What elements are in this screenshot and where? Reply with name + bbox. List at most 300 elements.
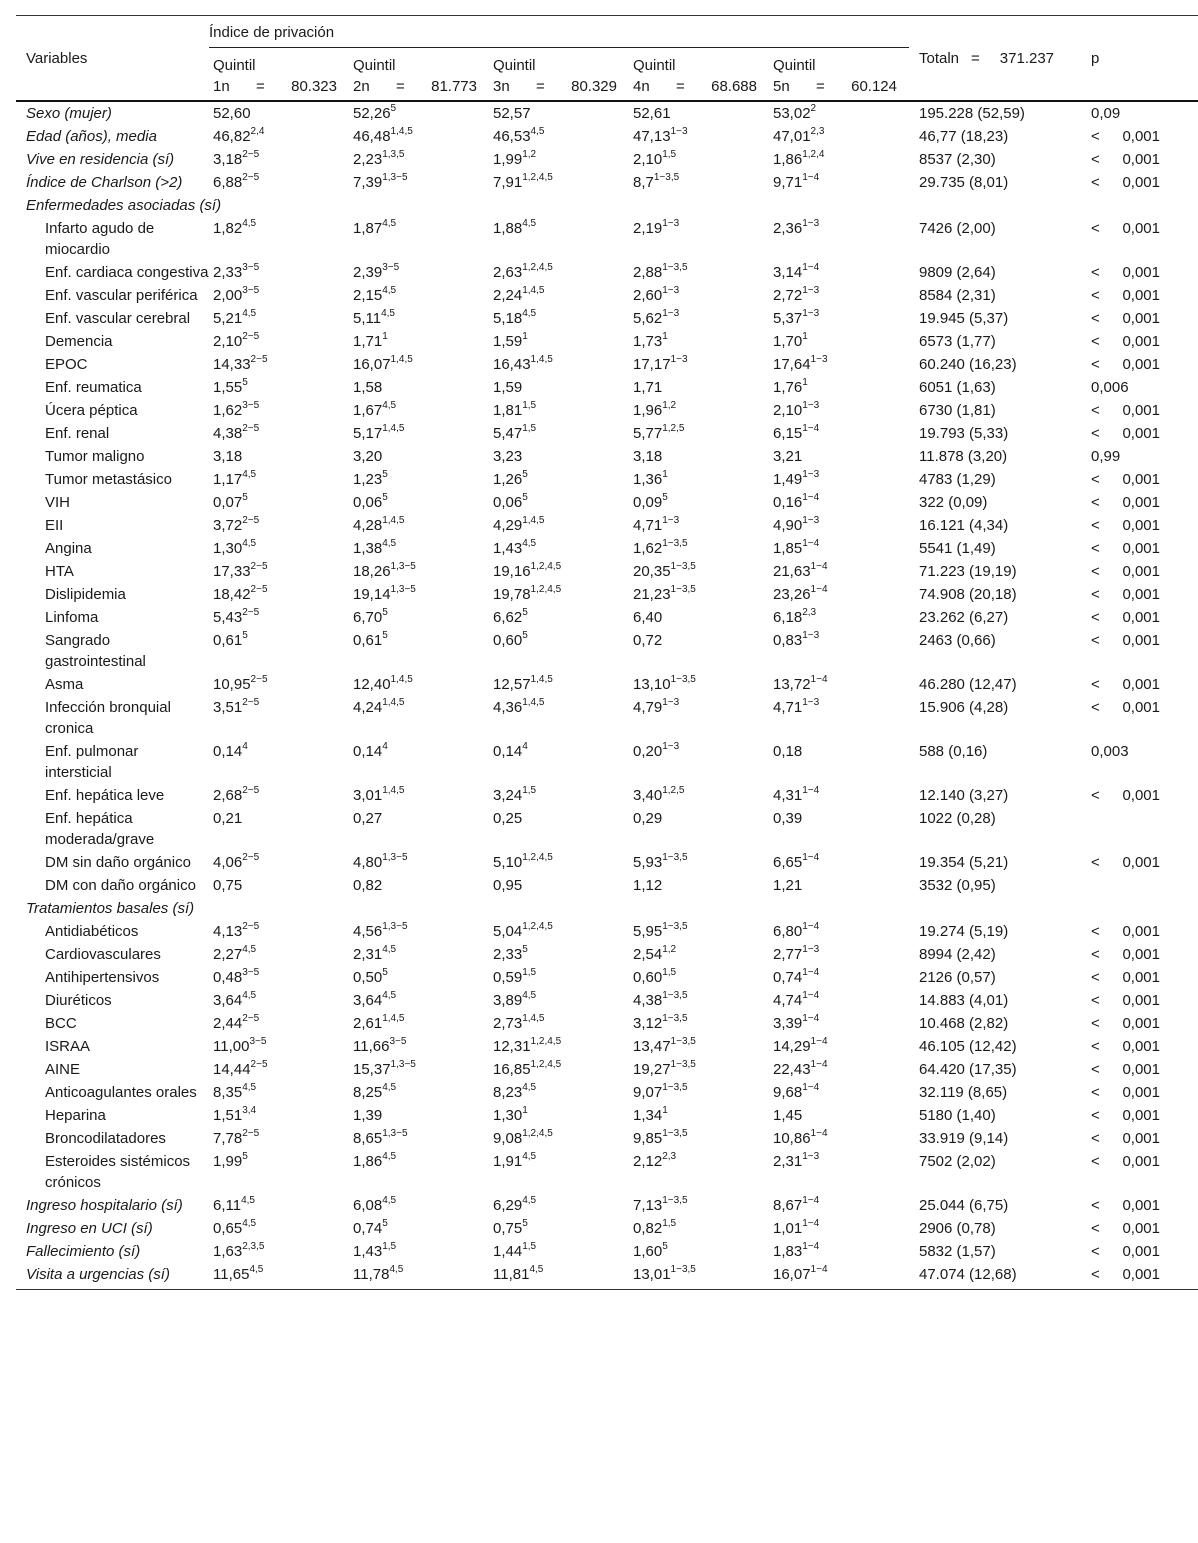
cell-superscript: 1,2,5 [662,423,685,434]
total-n: 371.237 [999,49,1055,67]
variable-label [16,1217,209,1240]
cell-value: 5,04 [493,923,523,940]
quintile-5-value [769,468,909,491]
quintile-4-value [629,537,769,560]
quintile-2-value [349,943,489,966]
cell-superscript: 4,5 [382,538,397,549]
quintile-4-value [629,307,769,330]
quintile-5-value [769,851,909,874]
p-less-than: < [1091,310,1100,327]
p-number: 0,001 [1122,609,1160,626]
cell-superscript: 1,2,4,5 [522,172,553,183]
quintile-4-value [629,920,769,943]
quintile-header-3 [489,48,629,102]
quintile-1-value [209,989,349,1012]
quintile-1-value [209,491,349,514]
cell-value: 0,14 [493,743,523,760]
p-number: 0,001 [1122,699,1160,716]
cell-value: 1,99 [213,1153,243,1170]
cell-value: 52,61 [633,105,671,122]
quintile-3-value [489,606,629,629]
cell-superscript: 1,4,5 [522,515,545,526]
quintile-4-value [629,261,769,284]
cell-value: 47,13 [633,128,671,145]
quintile-3-value [489,491,629,514]
quintile-1-value [209,1194,349,1217]
quintile-4-value [629,445,769,468]
cell-value: 0,14 [353,743,383,760]
cell-value: 9,71 [773,174,803,191]
cell-value: 6,15 [773,425,803,442]
p-value [1085,1263,1198,1290]
quintile-5-value [769,284,909,307]
quintile-3-value [489,1150,629,1194]
total-value: 8537 (2,30) [919,151,996,168]
p-value [1085,1035,1198,1058]
quintile-5-value [769,399,909,422]
cell-superscript: 1−3 [670,354,688,365]
table-row [16,422,1198,445]
cell-superscript: 5 [522,630,528,641]
quintile-4-value [629,514,769,537]
quintile-4-value [629,1081,769,1104]
cell-superscript: 1−4 [802,921,820,932]
variable-label [16,1035,209,1058]
table-row [16,491,1198,514]
cell-value: 46,48 [353,128,391,145]
p-number: 0,001 [1122,1220,1160,1237]
cell-superscript: 4,5 [530,126,545,137]
variable-text: Índice de Charlson (>2) [26,174,183,191]
cell-value: 14,29 [773,1038,811,1055]
table-row [16,1263,1198,1290]
p-value [1085,966,1198,989]
cell-superscript: 4,5 [242,469,257,480]
p-value [1085,920,1198,943]
quintile-5-value [769,696,909,740]
quintile-n [209,76,337,97]
cell-value: 13,72 [773,676,811,693]
cell-value: 2,88 [633,264,663,281]
cell-value: 2,68 [213,787,243,804]
quintile-3-value [489,1217,629,1240]
table-row [16,606,1198,629]
cell-value: 6,70 [353,609,383,626]
cell-superscript: 5 [382,492,388,503]
cell-superscript: 1,3−5 [390,561,416,572]
quintile-5-value [769,1150,909,1194]
quintile-1-value [209,740,349,784]
cell-superscript: 1,2 [522,149,537,160]
cell-value: 8,25 [353,1084,383,1101]
total-value: 64.420 (17,35) [919,1061,1017,1078]
p-number: 0,001 [1122,287,1160,304]
quintile-3-value [489,1194,629,1217]
total-value: 5541 (1,49) [919,540,996,557]
cell-superscript: 5 [662,492,668,503]
quintile-3-value [489,261,629,284]
cell-value: 9,85 [633,1130,663,1147]
quintile-1-value [209,148,349,171]
cell-superscript: 3−5 [249,1036,267,1047]
cell-superscript: 1,2,4,5 [530,561,562,572]
cell-value: 3,24 [493,787,523,804]
quintile-2-value [349,851,489,874]
p-less-than: < [1091,699,1100,716]
quintile-2-value [349,1217,489,1240]
cell-value: 46,53 [493,128,531,145]
quintile-4-value [629,943,769,966]
quintile-3-value [489,1012,629,1035]
cell-value: 5,77 [633,425,663,442]
variable-label [16,1127,209,1150]
cell-value: 6,80 [773,923,803,940]
table-row [16,1058,1198,1081]
variable-label [16,422,209,445]
p-number: 0,001 [1122,151,1160,168]
quintile-4-value [629,101,769,125]
quintile-1-value [209,1012,349,1035]
quintile-2-value [349,1127,489,1150]
variable-text: VIH [45,494,71,511]
cell-value: 10,86 [773,1130,811,1147]
cell-superscript: 1−3,5 [670,561,696,572]
total-value: 8994 (2,42) [919,946,996,963]
cell-value: 4,28 [353,517,383,534]
cell-superscript: 1−4 [802,538,820,549]
cell-value: 4,29 [493,517,523,534]
variable-label [16,1263,209,1290]
cell-superscript: 1−4 [810,1036,828,1047]
cell-value: 1,49 [773,471,803,488]
cell-value: 2,61 [353,1015,383,1032]
p-value [1085,1150,1198,1194]
cell-value: 11,78 [353,1266,390,1283]
table-row [16,807,1198,851]
cell-superscript: 1 [662,469,668,480]
p-less-than: < [1091,563,1100,580]
cell-value: 8,35 [213,1084,243,1101]
cell-superscript: 2−5 [242,921,260,932]
cell-value: 3,64 [213,992,243,1009]
cell-superscript: 1−3 [802,944,820,955]
table-row [16,851,1198,874]
variable-label [16,468,209,491]
total-value: 1022 (0,28) [919,810,996,827]
quintile-1-value [209,171,349,194]
cell-superscript: 3,4 [242,1105,257,1116]
p-value [1085,1194,1198,1217]
quintile-2-value [349,740,489,784]
p-less-than: < [1091,969,1100,986]
variable-text: Enf. vascular cerebral [45,310,191,327]
cell-value: 1,81 [493,402,523,419]
p-number: 0,001 [1122,220,1160,237]
cell-value: 0,25 [493,810,523,827]
variable-text: Sexo (mujer) [26,105,112,122]
cell-value: 4,31 [773,787,803,804]
cell-superscript: 4,5 [522,538,537,549]
p-number: 0,001 [1122,1266,1160,1283]
cell-superscript: 4,5 [382,1151,397,1162]
cell-value: 7,39 [353,174,383,191]
cell-value: 52,57 [493,105,531,122]
cell-superscript: 1,4,5 [390,674,413,685]
cell-superscript: 1−4 [810,1128,828,1139]
cell-superscript: 1−4 [810,1059,828,1070]
cell-value: 21,63 [773,563,811,580]
total-value: 7502 (2,02) [919,1153,996,1170]
quintile-4-value [629,696,769,740]
variable-label [16,125,209,148]
cell-superscript: 2−5 [242,149,260,160]
cell-value: 1,44 [493,1243,523,1260]
cell-value: 0,72 [633,632,663,649]
total-value: 2906 (0,78) [919,1220,996,1237]
quintile-5-value [769,125,909,148]
cell-value: 3,14 [773,264,803,281]
section-row [16,897,1198,920]
quintile-2-value [349,1012,489,1035]
cell-value: 10,95 [213,676,251,693]
p-value [1085,851,1198,874]
cell-superscript: 3−5 [242,400,260,411]
quintile-n: 80.329 [571,78,617,95]
quintile-n: 80.323 [291,78,337,95]
cell-superscript: 1−3,5 [662,921,688,932]
quintile-5-value [769,1081,909,1104]
p-less-than: < [1091,540,1100,557]
cell-superscript: 4,5 [522,1195,537,1206]
p-less-than: < [1091,356,1100,373]
p-less-than: < [1091,992,1100,1009]
p-less-than: < [1091,632,1100,649]
cell-superscript: 4,5 [522,1082,537,1093]
cell-value: 1,55 [213,379,243,396]
p-less-than: < [1091,787,1100,804]
cell-superscript: 5 [242,492,248,503]
variable-text: Ingreso hospitalario (sí) [26,1197,183,1214]
cell-value: 16,07 [353,356,391,373]
cell-superscript: 4,5 [382,1082,397,1093]
quintile-3-value [489,422,629,445]
p-number: 0,001 [1122,563,1160,580]
cell-value: 11,65 [213,1266,250,1283]
cell-value: 19,16 [493,563,531,580]
cell-superscript: 1,4,5 [382,697,405,708]
cell-superscript: 4,5 [242,990,257,1001]
total-value: 8584 (2,31) [919,287,996,304]
quintile-5-value [769,1263,909,1290]
cell-value: 2,10 [773,402,803,419]
variable-text: Sangrado gastrointestinal [45,632,146,670]
quintile-4-value [629,399,769,422]
cell-value: 1,30 [213,540,243,557]
cell-value: 9,08 [493,1130,523,1147]
cell-value: 1,59 [493,333,523,350]
table-row [16,148,1198,171]
cell-superscript: 1−3,5 [662,1013,688,1024]
p-less-than: < [1091,1061,1100,1078]
table-row [16,284,1198,307]
total-value: 46,77 (18,23) [919,128,1009,145]
quintile-2-value [349,217,489,261]
quintile-4-value [629,330,769,353]
quintile-3-value [489,1035,629,1058]
cell-superscript: 1−3 [670,126,688,137]
cell-value: 0,83 [773,632,803,649]
p-number: 0,001 [1122,969,1160,986]
cell-value: 2,15 [353,287,383,304]
cell-superscript: 1 [382,331,388,342]
quintile-2-value [349,1035,489,1058]
quintile-5-value [769,673,909,696]
p-less-than: < [1091,1153,1100,1170]
p-less-than: < [1091,128,1100,145]
quintile-2-value [349,1150,489,1194]
cell-superscript: 1,2,4,5 [522,921,553,932]
cell-superscript: 1,2,5 [662,785,685,796]
table-row [16,1150,1198,1194]
quintile-3-value [489,468,629,491]
cell-value: 3,18 [213,448,243,465]
quintile-1-value [209,673,349,696]
cell-superscript: 1−3,5 [662,538,688,549]
variable-text: EII [45,517,64,534]
quintile-5-value [769,307,909,330]
quintile-1-value [209,696,349,740]
cell-superscript: 4,5 [382,400,397,411]
variable-label [16,784,209,807]
cell-superscript: 1−3 [802,400,820,411]
total-value: 9809 (2,64) [919,264,996,281]
quintile-5-value [769,920,909,943]
cell-superscript: 5 [242,630,248,641]
cell-value: 2,73 [493,1015,523,1032]
p-number: 0,001 [1122,1061,1160,1078]
cell-value: 5,95 [633,923,663,940]
cell-value: 0,27 [353,810,383,827]
variable-text: DM con daño orgánico [45,877,196,894]
p-less-than: < [1091,923,1100,940]
total-eq: = [971,49,980,67]
quintile-1-value [209,1263,349,1290]
table-row [16,560,1198,583]
table-row [16,353,1198,376]
table-row [16,1035,1198,1058]
variable-text: Heparina [45,1107,106,1124]
p-less-than: < [1091,151,1100,168]
cell-value: 3,12 [633,1015,663,1032]
variable-label [16,560,209,583]
cell-value: 1,73 [633,333,663,350]
variable-label [16,261,209,284]
table-row [16,966,1198,989]
p-value [1085,784,1198,807]
quintile-4-value [629,468,769,491]
cell-value: 7,91 [493,174,523,191]
cell-superscript: 2−5 [242,1013,260,1024]
quintile-3-value [489,1081,629,1104]
quintile-1-value [209,966,349,989]
quintile-1-value [209,583,349,606]
quintile-4-value [629,1058,769,1081]
cell-superscript: 1−4 [810,1264,828,1275]
variable-text: AINE [45,1061,81,1078]
cell-value: 3,01 [353,787,383,804]
table-row [16,583,1198,606]
header-row-group [16,16,1198,48]
quintile-3-value [489,943,629,966]
quintile-4-value [629,1217,769,1240]
table-row [16,1081,1198,1104]
p-header: p [1085,16,1198,102]
cell-superscript: 2−5 [242,607,260,618]
quintile-5-value [769,1058,909,1081]
cell-superscript: 1,4,5 [390,354,413,365]
variable-label [16,537,209,560]
quintile-5-value [769,740,909,784]
quintile-2-value [349,307,489,330]
cell-superscript: 1−3 [802,218,820,229]
total-value: 33.919 (9,14) [919,1130,1009,1147]
quintile-2-value [349,673,489,696]
cell-value: 0,82 [633,1220,663,1237]
cell-superscript: 1−3 [802,1151,820,1162]
variable-text: Tumor maligno [45,448,145,465]
quintile-2-value [349,468,489,491]
variable-text: ISRAA [45,1038,91,1055]
deprivation-index-header: Índice de privación [209,16,909,48]
p-less-than: < [1091,1107,1100,1124]
p-number: 0,001 [1122,333,1160,350]
variable-label [16,148,209,171]
cell-superscript: 1,5 [382,1241,397,1252]
cell-superscript: 5 [382,607,388,618]
cell-superscript: 1−4 [802,172,820,183]
p-number: 0,001 [1122,1243,1160,1260]
table-row [16,399,1198,422]
quintile-4-value [629,784,769,807]
quintile-4-value [629,851,769,874]
quintile-4-value [629,353,769,376]
quintile-1-value [209,261,349,284]
cell-value: 0,60 [493,632,523,649]
total-value: 29.735 (8,01) [919,174,1009,191]
cell-value: 2,44 [213,1015,243,1032]
cell-value: 4,24 [353,699,383,716]
p-value [1085,583,1198,606]
cell-value: 15,37 [353,1061,391,1078]
cell-value: 0,06 [353,494,383,511]
quintile-n-label: 5n [773,78,790,95]
total-value: 10.468 (2,82) [919,1015,1009,1032]
cell-superscript: 1−4 [802,785,820,796]
cell-superscript: 1−3 [802,308,820,319]
quintile-header-5 [769,48,909,102]
cell-superscript: 5 [382,630,388,641]
cell-superscript: 3−5 [242,262,260,273]
quintile-2-value [349,330,489,353]
table-row [16,1240,1198,1263]
cell-superscript: 1,2,4,5 [522,262,553,273]
cell-superscript: 1−4 [802,262,820,273]
p-less-than: < [1091,676,1100,693]
quintile-label: Quintil [773,57,816,74]
quintile-5-value [769,1012,909,1035]
quintile-header-1 [209,48,349,102]
quintile-4-value [629,740,769,784]
